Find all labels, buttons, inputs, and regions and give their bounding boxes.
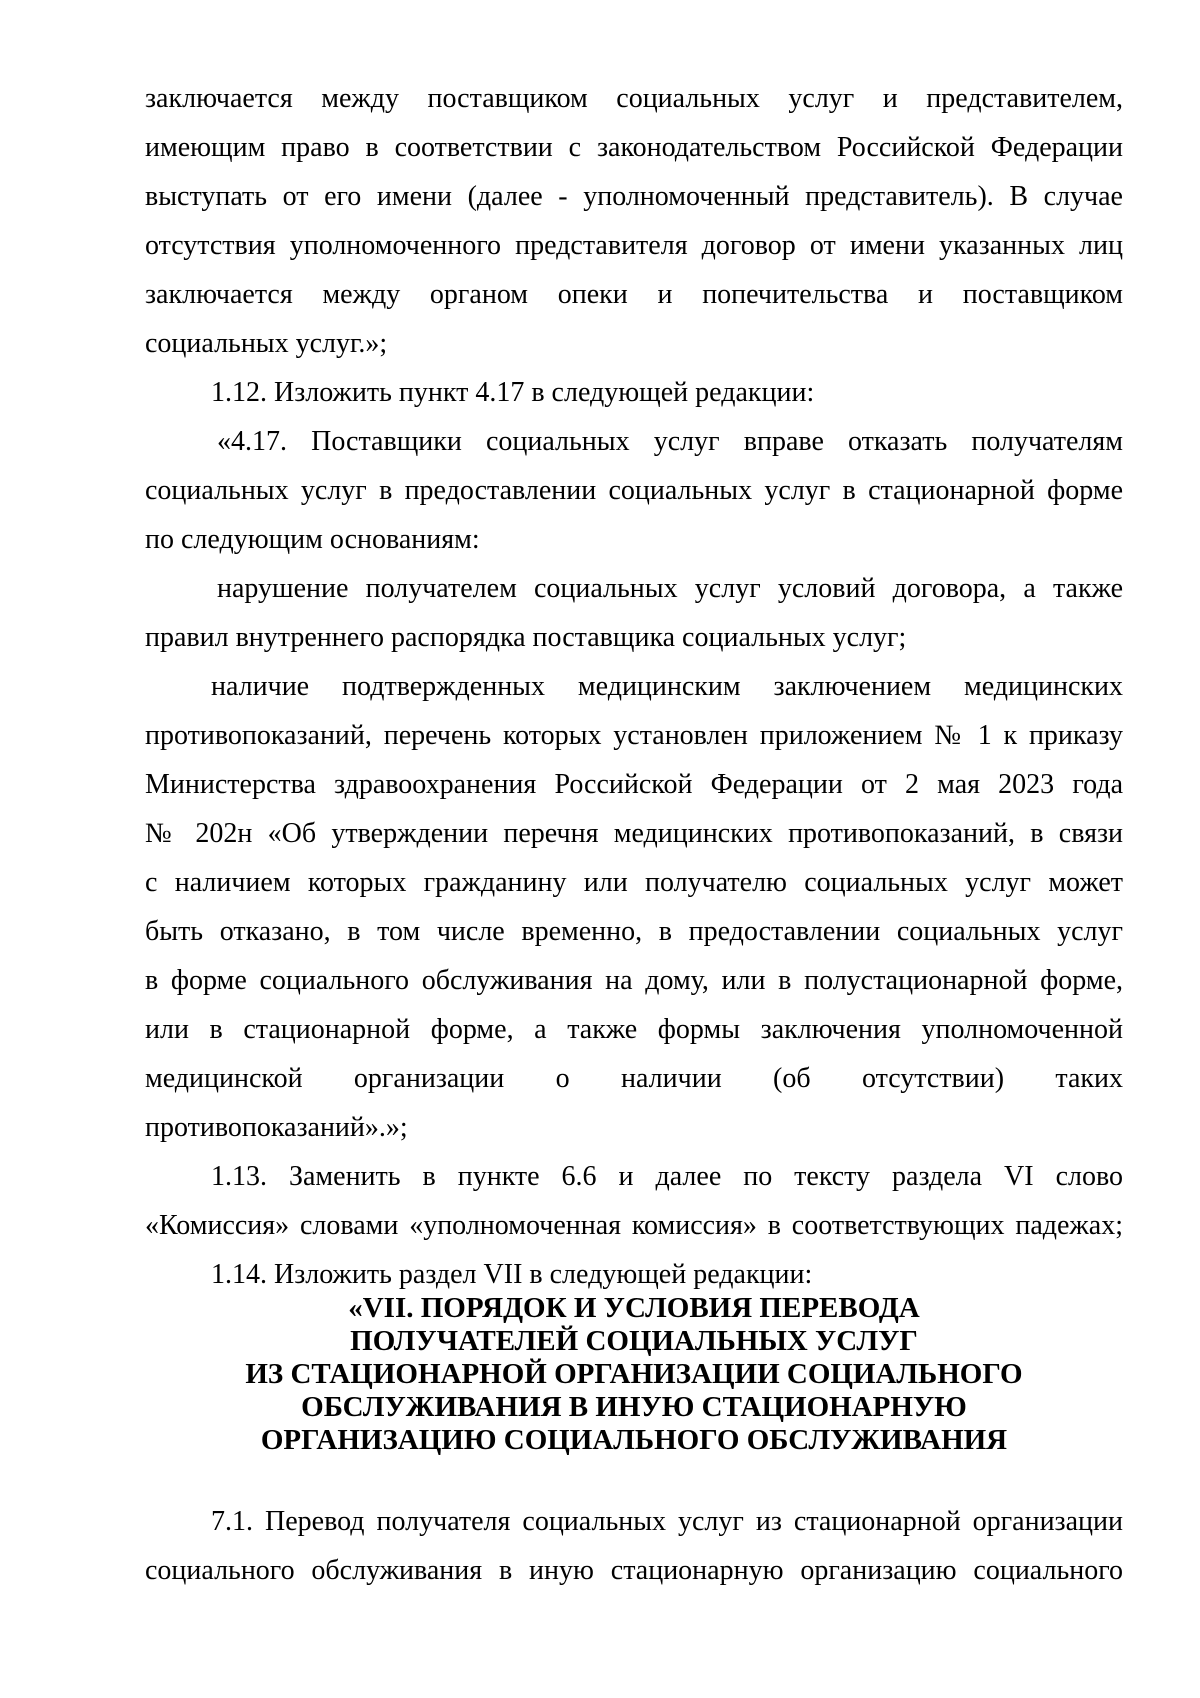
item-1-14: 1.14. Изложить раздел VII в следующей редакции: (211, 1259, 813, 1290)
text-line: социальных услуг.»; (145, 328, 388, 359)
heading-line: «VII. ПОРЯДОК И УСЛОВИЯ ПЕРЕВОДА (348, 1292, 920, 1324)
text-line: выступать от его имени (далее - уполномоченный представитель). В случае (145, 181, 1123, 212)
text-line: противопоказаний».»; (145, 1112, 408, 1143)
heading-line: ОРГАНИЗАЦИЮ СОЦИАЛЬНОГО ОБСЛУЖИВАНИЯ (260, 1424, 1008, 1456)
item-7-1: 7.1. Перевод получателя социальных услуг из стационарной организации (211, 1506, 1123, 1537)
heading-line: ОБСЛУЖИВАНИЯ В ИНУЮ СТАЦИОНАРНУЮ (301, 1391, 967, 1423)
text-line: медицинской организации о наличии (об отсутствии) таких (145, 1063, 1123, 1094)
text-line: отсутствия уполномоченного представителя договор от имени указанных лиц (145, 230, 1123, 261)
text-line: противопоказаний, перечень которых установлен приложением № 1 к приказу (145, 720, 1123, 751)
text-line: заключается между органом опеки и попечительства и поставщиком (145, 279, 1123, 310)
heading-line: ИЗ СТАЦИОНАРНОЙ ОРГАНИЗАЦИИ СОЦИАЛЬНОГО (245, 1358, 1023, 1390)
text-line: социального обслуживания в иную стационарную организацию социального (145, 1555, 1123, 1586)
text-line: наличие подтвержденных медицинским заключением медицинских (211, 671, 1123, 702)
text-line: заключается между поставщиком социальных услуг и представителем, (145, 83, 1123, 114)
text-line: «4.17. Поставщики социальных услуг вправе отказать получателям (217, 426, 1123, 457)
text-line: нарушение получателем социальных услуг условий договора, а также (217, 573, 1123, 604)
text-line: «Комиссия» словами «уполномоченная комиссия» в соответствующих падежах; (145, 1210, 1123, 1241)
text-line: Министерства здравоохранения Российской Федерации от 2 мая 2023 года (145, 769, 1123, 800)
item-1-13: 1.13. Заменить в пункте 6.6 и далее по тексту раздела VI слово (211, 1161, 1123, 1192)
text-line: с наличием которых гражданину или получателю социальных услуг может (145, 867, 1123, 898)
text-line: или в стационарной форме, а также формы заключения уполномоченной (145, 1014, 1123, 1045)
item-1-12: 1.12. Изложить пункт 4.17 в следующей редакции: (211, 377, 815, 408)
section-heading (145, 1292, 1123, 1457)
heading-line: ПОЛУЧАТЕЛЕЙ СОЦИАЛЬНЫХ УСЛУГ (350, 1325, 918, 1357)
text-line: социальных услуг в предоставлении социальных услуг в стационарной форме (145, 475, 1123, 506)
text-line: по следующим основаниям: (145, 524, 480, 555)
text-line: в форме социального обслуживания на дому, или в полустационарной форме, (145, 965, 1123, 996)
text-line: № 202н «Об утверждении перечня медицинских противопоказаний, в связи (145, 818, 1123, 849)
text-line: имеющим право в соответствии с законодательством Российской Федерации (145, 132, 1123, 163)
text-line: правил внутреннего распорядка поставщика социальных услуг; (145, 622, 907, 653)
text-line: быть отказано, в том числе временно, в предоставлении социальных услуг (145, 916, 1123, 947)
